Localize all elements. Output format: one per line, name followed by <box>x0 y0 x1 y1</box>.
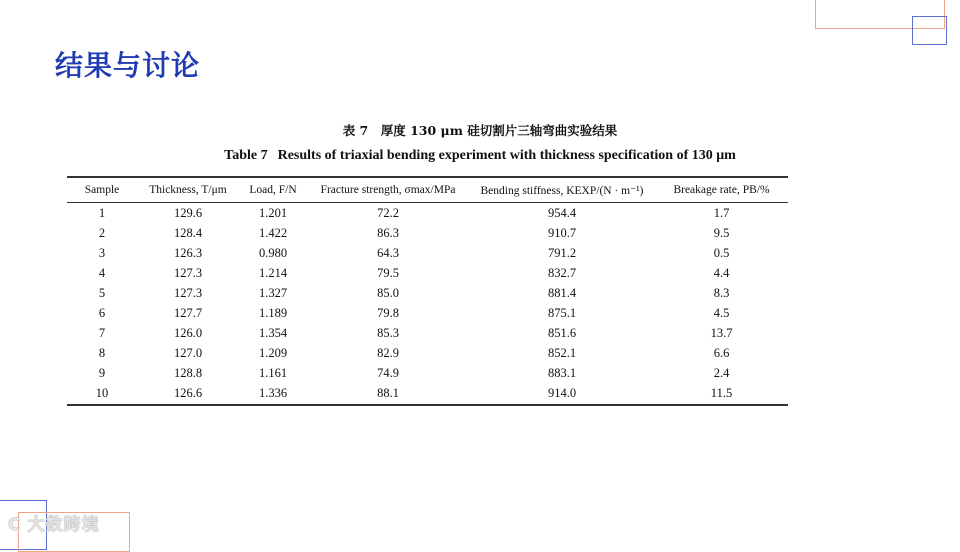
cell-load: 1.209 <box>258 346 288 361</box>
cell-load: 1.327 <box>258 285 288 300</box>
cell-thickness: 127.3 <box>173 265 203 280</box>
cell-thickness: 128.8 <box>173 366 203 381</box>
cell-sample: 1 <box>98 205 106 220</box>
cell-load: 1.354 <box>258 326 288 341</box>
cell-breakage-rate: 9.5 <box>713 225 730 240</box>
cell-fracture-strength: 88.1 <box>307 384 469 405</box>
cell-breakage-rate: 1.7 <box>713 205 730 220</box>
cell-thickness: 127.7 <box>173 306 203 321</box>
cell-sample: 6 <box>98 306 106 321</box>
cell-sample: 9 <box>98 366 106 381</box>
table-row <box>67 203 788 224</box>
cell-bending-stiffness: 954.4 <box>547 205 577 220</box>
watermark <box>8 510 99 535</box>
cell-sample: 4 <box>98 265 106 280</box>
cell-bending-stiffness: 910.7 <box>547 225 577 240</box>
cell-bending-stiffness: 883.1 <box>547 366 577 381</box>
table-row <box>67 344 788 364</box>
cell-fracture-strength: 72.2 <box>377 205 399 220</box>
table-row <box>67 324 788 344</box>
table-row <box>67 303 788 323</box>
cell-bending-stiffness: 791.2 <box>547 245 577 260</box>
cell-bending-stiffness: 851.6 <box>547 326 577 341</box>
header-thickness: Thickness, T/μm <box>137 177 239 203</box>
table-caption-en <box>0 148 960 164</box>
header-breakage-rate: Breakage rate, PB/% <box>655 177 788 203</box>
cell-fracture-strength: 85.0 <box>377 285 399 300</box>
cell-bending-stiffness: 875.1 <box>547 306 577 321</box>
cell-breakage-rate: 8.3 <box>713 285 730 300</box>
cell-fracture-strength: 82.9 <box>377 346 399 361</box>
cell-breakage-rate: 13.7 <box>710 326 733 341</box>
table-caption-cn: 表 7 厚度 130 μm 硅切割片三轴弯曲实验结果 <box>342 123 618 138</box>
cell-breakage-rate: 11.5 <box>655 384 788 405</box>
cell-sample: 7 <box>98 326 106 341</box>
table-caption-text: Results of triaxial bending experiment with thickness specification of 130 μm <box>277 148 736 163</box>
page-title: 结果与讨论 <box>55 49 201 82</box>
watermark-text: 大数跨境 <box>27 515 100 535</box>
cell-breakage-rate: 4.5 <box>713 306 730 321</box>
cell-load: 1.336 <box>239 384 307 405</box>
cell-load: 1.161 <box>258 366 288 381</box>
cell-bending-stiffness: 914.0 <box>469 384 655 405</box>
cell-bending-stiffness: 881.4 <box>547 285 577 300</box>
cell-breakage-rate: 2.4 <box>713 366 730 381</box>
cell-thickness: 126.3 <box>173 245 203 260</box>
header-fracture-strength: Fracture strength, σmax/MPa <box>307 177 469 203</box>
cell-thickness: 127.3 <box>173 285 203 300</box>
cell-sample: 3 <box>98 245 106 260</box>
cell-fracture-strength: 79.5 <box>377 265 399 280</box>
cell-breakage-rate: 0.5 <box>713 245 730 260</box>
results-table <box>67 176 788 406</box>
table-caption-label: Table 7 <box>224 148 268 163</box>
cell-fracture-strength: 64.3 <box>377 245 399 260</box>
header-load: Load, F/N <box>239 177 307 203</box>
cell-bending-stiffness: 852.1 <box>547 346 577 361</box>
cell-breakage-rate: 4.4 <box>713 265 730 280</box>
cell-sample: 5 <box>98 285 106 300</box>
header-bending-stiffness: Bending stiffness, KEXP/(N · m⁻¹) <box>469 177 655 203</box>
cell-fracture-strength: 86.3 <box>377 225 399 240</box>
cell-thickness: 126.6 <box>137 384 239 405</box>
cell-load: 0.980 <box>258 245 288 260</box>
header-sample: Sample <box>67 177 137 203</box>
cell-sample: 2 <box>98 225 106 240</box>
cell-load: 1.214 <box>258 265 288 280</box>
cell-sample: 8 <box>98 346 106 361</box>
cell-load: 1.189 <box>258 306 288 321</box>
cell-thickness: 128.4 <box>173 225 203 240</box>
table-row <box>67 384 788 405</box>
table-header-row <box>67 177 788 203</box>
cell-fracture-strength: 79.8 <box>377 306 399 321</box>
table-row <box>67 364 788 384</box>
cell-breakage-rate: 6.6 <box>713 346 730 361</box>
cell-thickness: 129.6 <box>173 205 203 220</box>
table-row <box>67 223 788 243</box>
cell-bending-stiffness: 832.7 <box>547 265 577 280</box>
cell-sample: 10 <box>67 384 137 405</box>
cell-thickness: 127.0 <box>173 346 203 361</box>
table-row <box>67 243 788 263</box>
cell-fracture-strength: 74.9 <box>377 366 399 381</box>
cell-load: 1.201 <box>258 205 288 220</box>
table-row <box>67 283 788 303</box>
cell-fracture-strength: 85.3 <box>377 326 399 341</box>
cell-thickness: 126.0 <box>173 326 203 341</box>
cell-load: 1.422 <box>258 225 288 240</box>
table-row <box>67 263 788 283</box>
corner-frame-blue <box>912 16 947 45</box>
watermark-logo-icon: C <box>8 515 22 535</box>
